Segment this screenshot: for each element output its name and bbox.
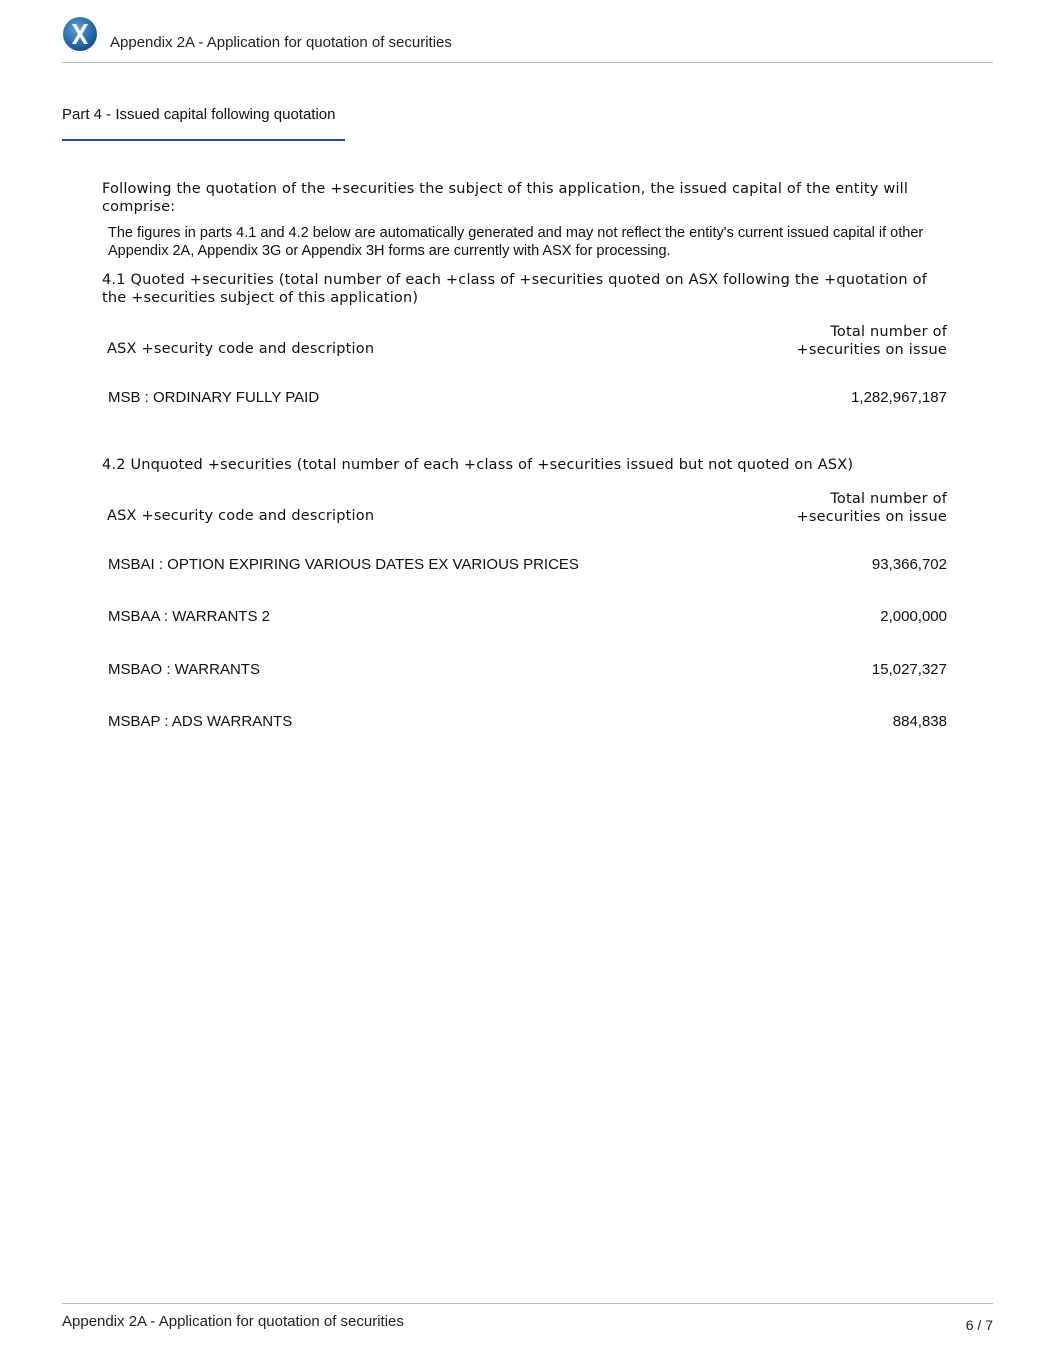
intro-note: The figures in parts 4.1 and 4.2 below are automatically generated and may not reflect the entity's current issued capital if other Appendix 2A, Appendix 3G or Appendix 3H forms are currently with ASX for processing.: [108, 225, 924, 259]
footer-title: Appendix 2A - Application for quotation of securities: [62, 1313, 404, 1330]
unquoted-row-total: 884,838: [892, 713, 947, 730]
quoted-col-header-total-line2: +securities on issue: [796, 342, 947, 358]
unquoted-row-description: MSBAO : WARRANTS: [108, 661, 260, 678]
unquoted-section-title: 4.2 Unquoted +securities (total number of each +class of +securities issued but not quoted on ASX): [102, 457, 854, 473]
part-title-underline: [62, 139, 345, 141]
quoted-section-title: 4.1 Quoted +securities (total number of each +class of +securities quoted on ASX following the +quotation of the +securities subject of this application): [102, 272, 928, 306]
quoted-row-total: 1,282,967,187: [851, 389, 947, 406]
page-number: 6 / 7: [965, 1317, 993, 1333]
footer-divider: [62, 1303, 993, 1304]
unquoted-col-header-total: [797, 490, 948, 526]
quoted-col-header-total-line1: Total number of: [830, 324, 947, 340]
quoted-col-header-total: [797, 323, 948, 359]
unquoted-row-description: MSBAA : WARRANTS 2: [108, 608, 270, 625]
unquoted-col-header-total-line1: Total number of: [830, 491, 947, 507]
unquoted-col-header-description: ASX +security code and description: [107, 508, 375, 524]
header-title: Appendix 2A - Application for quotation of securities: [110, 34, 452, 51]
unquoted-col-header-total-line2: +securities on issue: [796, 509, 947, 525]
intro-text: Following the quotation of the +securities the subject of this application, the issued capital of the entity will comprise:: [102, 181, 909, 215]
unquoted-row-total: 15,027,327: [871, 661, 947, 678]
unquoted-row-description: MSBAI : OPTION EXPIRING VARIOUS DATES EX VARIOUS PRICES: [108, 556, 579, 573]
unquoted-row-description: MSBAP : ADS WARRANTS: [108, 713, 293, 730]
quoted-col-header-description: ASX +security code and description: [107, 341, 375, 357]
unquoted-row-total: 2,000,000: [880, 608, 947, 625]
page-header: [62, 0, 993, 63]
unquoted-row-total: 93,366,702: [871, 556, 947, 573]
quoted-row-description: MSB : ORDINARY FULLY PAID: [108, 389, 320, 406]
part-title: Part 4 - Issued capital following quotation: [62, 106, 336, 123]
asx-logo-icon: [62, 16, 98, 52]
